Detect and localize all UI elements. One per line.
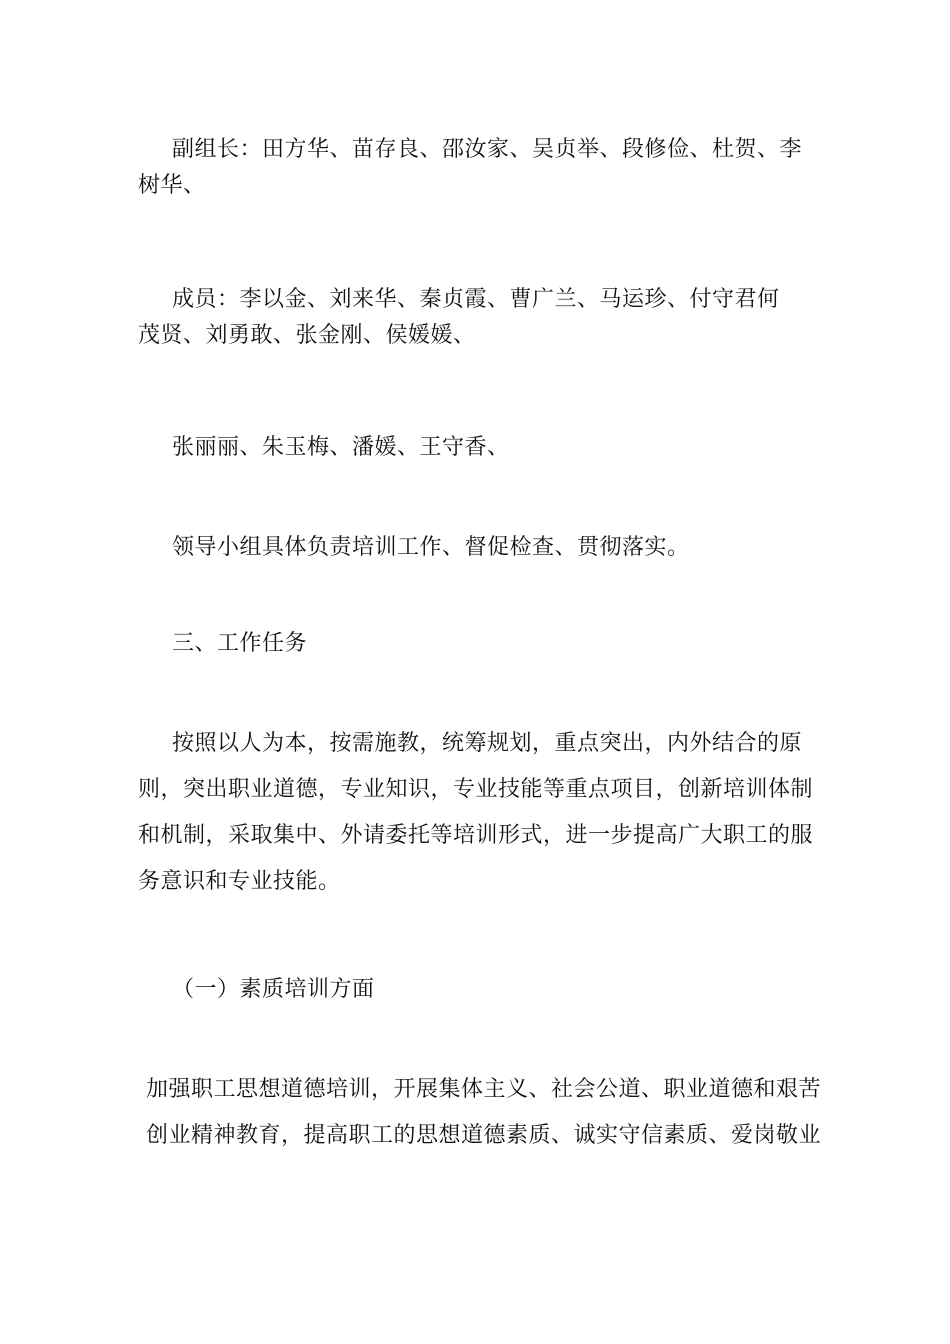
quality-line-2: 创业精神教育，提高职工的思想道德素质、诚实守信素质、爱岗敬业 [146, 1123, 822, 1148]
section-three-heading-text: 三、工作任务 [172, 631, 308, 656]
responsibility-paragraph [172, 532, 690, 564]
members-continued-line-1: 张丽丽、朱玉梅、潘媛、王守香、 [172, 435, 510, 460]
task-line-4: 务意识和专业技能。 [138, 869, 341, 894]
members-paragraph [138, 284, 780, 352]
members-line-1: 成员：李以金、刘来华、秦贞霞、曹广兰、马运珍、付守君何 [172, 287, 780, 312]
task-line-3: 和机制，采取集中、外请委托等培训形式，进一步提高广大职工的服 [138, 823, 814, 848]
vice-leaders-line-2: 树华、 [138, 173, 206, 198]
quality-line-1: 加强职工思想道德培训，开展集体主义、社会公道、职业道德和艰苦 [146, 1077, 822, 1102]
members-continued-paragraph [172, 432, 510, 464]
vice-leaders-line-1: 副组长：田方华、苗存良、邵汝家、吴贞举、段修俭、杜贺、李 [172, 137, 803, 162]
section-three-heading [172, 628, 307, 660]
responsibility-line-1: 领导小组具体负责培训工作、督促检查、贯彻落实。 [172, 535, 690, 560]
task-line-1: 按照以人为本，按需施教，统筹规划，重点突出，内外结合的原 [172, 731, 803, 756]
quality-paragraph [146, 1074, 821, 1152]
members-line-2: 茂贤、刘勇敢、张金刚、侯媛媛、 [138, 323, 476, 348]
task-paragraph [138, 728, 813, 898]
task-line-2: 则，突出职业道德，专业知识，专业技能等重点项目，创新培训体制 [138, 777, 814, 802]
subsection-one-heading-text: （一）素质培训方面 [172, 977, 375, 1002]
subsection-one-heading [172, 974, 375, 1006]
vice-leaders-paragraph [138, 134, 802, 202]
